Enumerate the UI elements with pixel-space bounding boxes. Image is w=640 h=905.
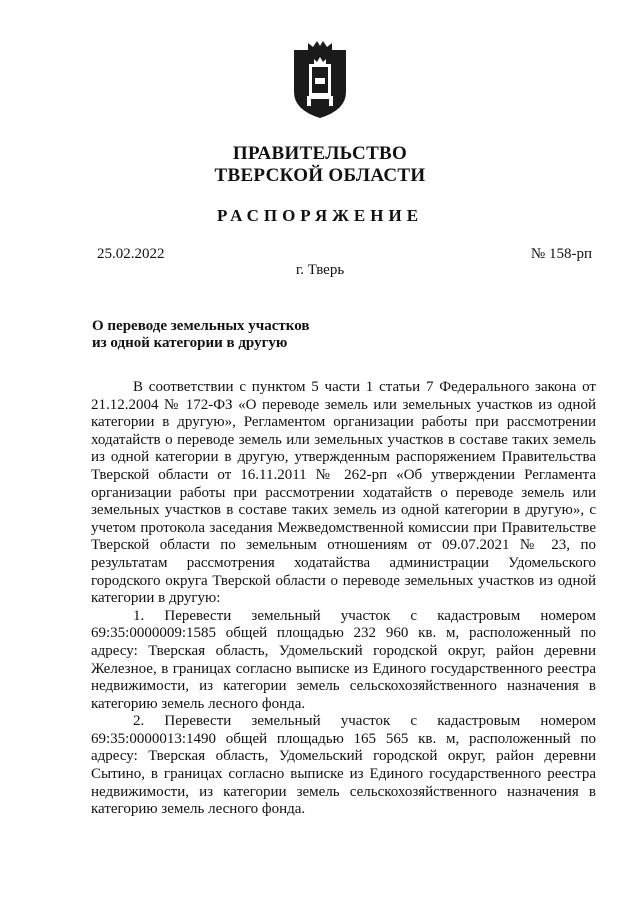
document-subject xyxy=(92,318,309,352)
document-date: 25.02.2022 xyxy=(97,246,165,262)
item-1-paragraph: 1. Перевести земельный участок с кадастровым номером 69:35:0000009:1585 общей площадью 232 960 кв. м, расположенный по адресу: Тверская область, Удомельский городской округ, район деревни Железное, в границах согласно выписке из Единого государственного реестра недвижимости, из категории земель сельскохозяйственного назначения в категорию земель лесного фонда. xyxy=(91,607,596,712)
document-city: г. Тверь xyxy=(295,262,345,278)
document-number: № 158-рп xyxy=(530,246,592,262)
document-body xyxy=(91,379,596,819)
subject-line2: из одной категории в другую xyxy=(92,335,288,351)
subject-line1: О переводе земельных участков xyxy=(92,318,310,334)
tver-coat-of-arms-icon xyxy=(290,40,350,120)
item-2-paragraph: 2. Перевести земельный участок с кадастровым номером 69:35:0000013:1490 общей площадью 165 565 кв. м, расположенный по адресу: Тверская область, Удомельский городской округ, район деревни Сытино, в границах согласно выписке из Единого государственного реестра недвижимости, из категории земель сельскохозяйственного назначения в категорию земель лесного фонда. xyxy=(91,713,596,818)
preamble-paragraph: В соответствии с пунктом 5 части 1 статьи 7 Федерального закона от 21.12.2004 № 172-ФЗ «О переводе земель или земельных участков из одной категории в другую», Регламентом организации работы при рассмотрении ходатайств о переводе земель или земельных участков в составе таких земель из одной категории в другую, утвержденным распоряжением Правительства Тверской области от 16.11.2011 № 262-рп «Об утверждении Регламента организации работы при рассмотрении ходатайств о переводе земель или земельных участков в составе таких земель из одной категории в другую», с учетом протокола заседания Межведомственной комиссии при Правительстве Тверской области по земельным отношениям от 09.07.2021 № 23, по результатам рассмотрения ходатайства администрации Удомельского городского округа Тверской области о переводе земельных участков из одной категории в другую: xyxy=(91,379,596,607)
document-type: РАСПОРЯЖЕНИЕ xyxy=(216,206,424,225)
organization-name-line2: ТВЕРСКОЙ ОБЛАСТИ xyxy=(214,165,426,186)
organization-name-line1: ПРАВИТЕЛЬСТВО xyxy=(232,143,408,164)
